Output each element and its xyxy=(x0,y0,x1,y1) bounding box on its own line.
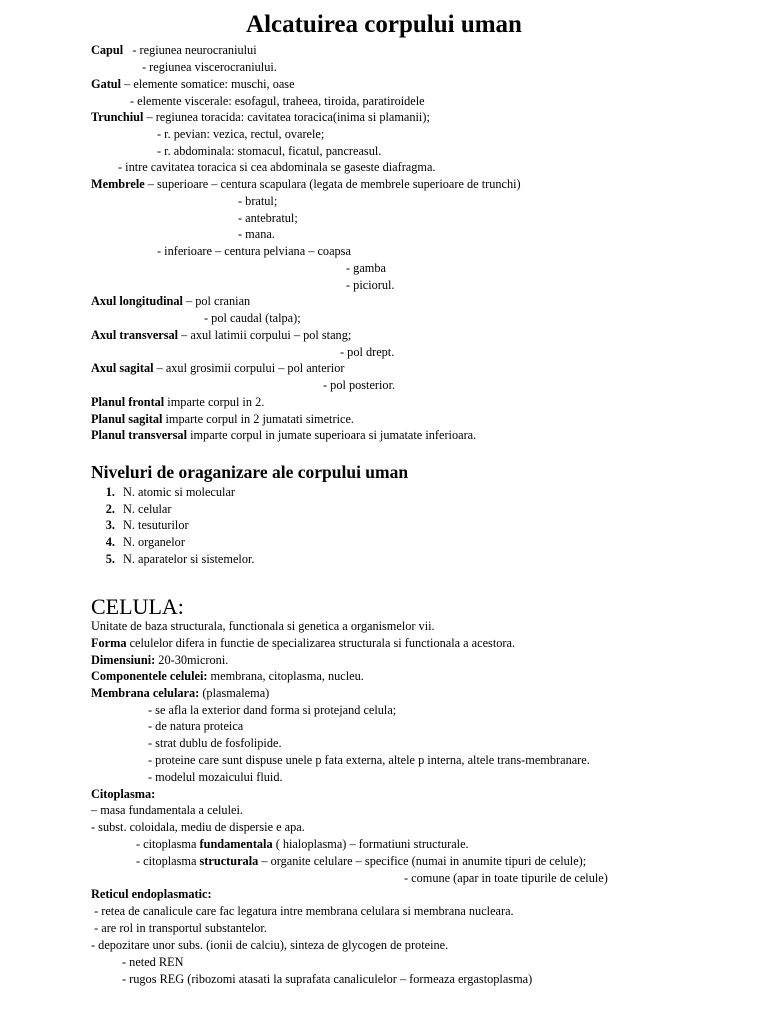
citoplasma-line-1 xyxy=(91,786,155,802)
levels-item-number: 5. xyxy=(105,552,115,566)
reticul-term: Reticul endoplasmatic: xyxy=(91,887,212,901)
gatul-term: Gatul xyxy=(91,77,122,91)
forma-text: celulelor difera in functie de specializarea structurala si functionala a acestora. xyxy=(126,636,516,650)
citoplasma-line-5 xyxy=(136,853,586,869)
plfrontal-line xyxy=(91,394,264,410)
axtrans-line-2: - pol drept. xyxy=(340,345,395,359)
reticul-line-5: - neted REN xyxy=(122,955,184,969)
levels-item xyxy=(91,484,235,500)
plfrontal-term: Planul frontal xyxy=(91,395,165,409)
membrele-line-7: - piciorul. xyxy=(346,278,395,292)
pltrans-text: imparte corpul in jumate superioara si jumatate inferioara. xyxy=(187,428,477,442)
levels-item-number: 3. xyxy=(105,518,115,532)
membrele-line-3: - antebratul; xyxy=(238,211,298,225)
forma-line xyxy=(91,635,515,651)
levels-item-text: N. atomic si molecular xyxy=(123,485,236,499)
membrele-term: Membrele xyxy=(91,177,145,191)
levels-item-text: N. organelor xyxy=(123,535,185,549)
plsagital-term: Planul sagital xyxy=(91,412,163,426)
levels-item-number: 2. xyxy=(105,502,115,516)
membrele-line-2: - bratul; xyxy=(238,194,278,208)
citoplasma-fund-prefix: - citoplasma xyxy=(136,837,200,851)
dimensiuni-text: 20-30microni. xyxy=(155,653,229,667)
citoplasma-fund-term: fundamentala xyxy=(199,837,273,851)
axlong-line-1 xyxy=(91,293,250,309)
membrana-line-4: - strat dublu de fosfolipide. xyxy=(148,736,282,750)
citoplasma-line-2: – masa fundamentala a celulei. xyxy=(91,803,243,817)
membrana-line-5: - proteine care sunt dispuse unele p fata externa, altele p interna, altele trans-membranare. xyxy=(148,753,590,767)
axsag-line-2: - pol posterior. xyxy=(323,378,396,392)
componente-text: membrana, citoplasma, nucleu. xyxy=(207,669,364,683)
reticul-line-6: - rugos REG (ribozomi atasati la suprafata canaliculelor – formeaza ergastoplasma) xyxy=(122,972,533,986)
membrele-line-4: - mana. xyxy=(238,227,275,241)
axlong-text-1: – pol cranian xyxy=(182,294,251,308)
citoplasma-fund-text: ( hialoplasma) – formatiuni structurale. xyxy=(272,837,469,851)
gatul-text-1: – elemente somatice: muschi, oase xyxy=(121,77,295,91)
citoplasma-struct-term: structurala xyxy=(199,854,259,868)
pltrans-term: Planul transversal xyxy=(91,428,187,442)
gatul-line-1 xyxy=(91,76,295,92)
reticul-line-4: - depozitare unor subs. (ionii de calciu), sinteza de glycogen de proteine. xyxy=(91,938,449,952)
componente-term: Componentele celulei: xyxy=(91,669,208,683)
capul-term: Capul xyxy=(91,43,124,57)
dimensiuni-term: Dimensiuni: xyxy=(91,653,156,667)
axlong-term: Axul longitudinal xyxy=(91,294,183,308)
capul-line-2: - regiunea viscerocraniului. xyxy=(142,60,277,74)
trunchiul-line-1 xyxy=(91,109,430,125)
trunchiul-line-2: - r. pevian: vezica, rectul, ovarele; xyxy=(157,127,325,141)
plsagital-line xyxy=(91,411,354,427)
membrana-line-3: - de natura proteica xyxy=(148,719,244,733)
membrana-line-1 xyxy=(91,685,269,701)
levels-item-text: N. celular xyxy=(123,502,172,516)
reticul-line-3: - are rol in transportul substantelor. xyxy=(91,921,267,935)
axsag-line-1 xyxy=(91,360,344,376)
membrele-line-1 xyxy=(91,176,521,192)
membrele-text-1: – superioare – centura scapulara (legata de membrele superioare de trunchi) xyxy=(144,177,521,191)
plsagital-text: imparte corpul in 2 jumatati simetrice. xyxy=(162,412,354,426)
celula-definition: Unitate de baza structurala, functionala si genetica a organismelor vii. xyxy=(91,619,435,633)
axtrans-term: Axul transversal xyxy=(91,328,179,342)
levels-item xyxy=(91,517,189,533)
trunchiul-term: Trunchiul xyxy=(91,110,144,124)
membrele-line-5: - inferioare – centura pelviana – coapsa xyxy=(157,244,351,258)
levels-item xyxy=(91,551,254,567)
levels-item xyxy=(91,501,171,517)
forma-term: Forma xyxy=(91,636,127,650)
levels-heading: Niveluri de oraganizare ale corpului uman xyxy=(91,462,409,482)
citoplasma-struct-text: – organite celulare – specifice (numai in anumite tipuri de celule); xyxy=(258,854,587,868)
celula-heading: CELULA: xyxy=(91,594,184,619)
membrana-line-6: - modelul mozaicului fluid. xyxy=(148,770,283,784)
reticul-line-2: - retea de canalicule care fac legatura intre membrana celulara si membrana nucleara. xyxy=(91,904,514,918)
levels-item-text: N. tesuturilor xyxy=(123,518,189,532)
levels-item-text: N. aparatelor si sistemelor. xyxy=(123,552,255,566)
citoplasma-line-3: - subst. coloidala, mediu de dispersie e apa. xyxy=(91,820,305,834)
membrele-line-6: - gamba xyxy=(346,261,386,275)
axsag-text-1: – axul grosimii corpului – pol anterior xyxy=(153,361,345,375)
citoplasma-line-6: - comune (apar in toate tipurile de celule) xyxy=(404,871,608,885)
capul-text-1: - regiunea neurocraniului xyxy=(123,43,257,57)
citoplasma-term: Citoplasma: xyxy=(91,787,156,801)
levels-item xyxy=(91,534,185,550)
axtrans-line-1 xyxy=(91,327,351,343)
trunchiul-line-3: - r. abdominala: stomacul, ficatul, pancreasul. xyxy=(157,144,382,158)
axlong-line-2: - pol caudal (talpa); xyxy=(204,311,301,325)
capul-line-1 xyxy=(91,42,257,58)
gatul-line-2: - elemente viscerale: esofagul, traheea, tiroida, paratiroidele xyxy=(130,94,425,108)
componente-line xyxy=(91,668,364,684)
pltrans-line xyxy=(91,427,476,443)
citoplasma-line-4 xyxy=(136,836,469,852)
plfrontal-text: imparte corpul in 2. xyxy=(164,395,265,409)
levels-item-number: 4. xyxy=(105,535,115,549)
axtrans-text-1: – axul latimii corpului – pol stang; xyxy=(178,328,352,342)
axsag-term: Axul sagital xyxy=(91,361,154,375)
membrana-line-2: - se afla la exterior dand forma si protejand celula; xyxy=(148,703,397,717)
levels-item-number: 1. xyxy=(105,485,115,499)
dimensiuni-line xyxy=(91,652,228,668)
citoplasma-struct-prefix: - citoplasma xyxy=(136,854,200,868)
reticul-line-1 xyxy=(91,886,212,902)
membrana-text-1: (plasmalema) xyxy=(199,686,270,700)
trunchiul-text-1: – regiunea toracida: cavitatea toracica(inima si plamanii); xyxy=(143,110,430,124)
membrana-term: Membrana celulara: xyxy=(91,686,200,700)
trunchiul-line-4: - intre cavitatea toracica si cea abdominala se gaseste diafragma. xyxy=(118,160,436,174)
document-title: Alcatuirea corpului uman xyxy=(246,11,522,38)
